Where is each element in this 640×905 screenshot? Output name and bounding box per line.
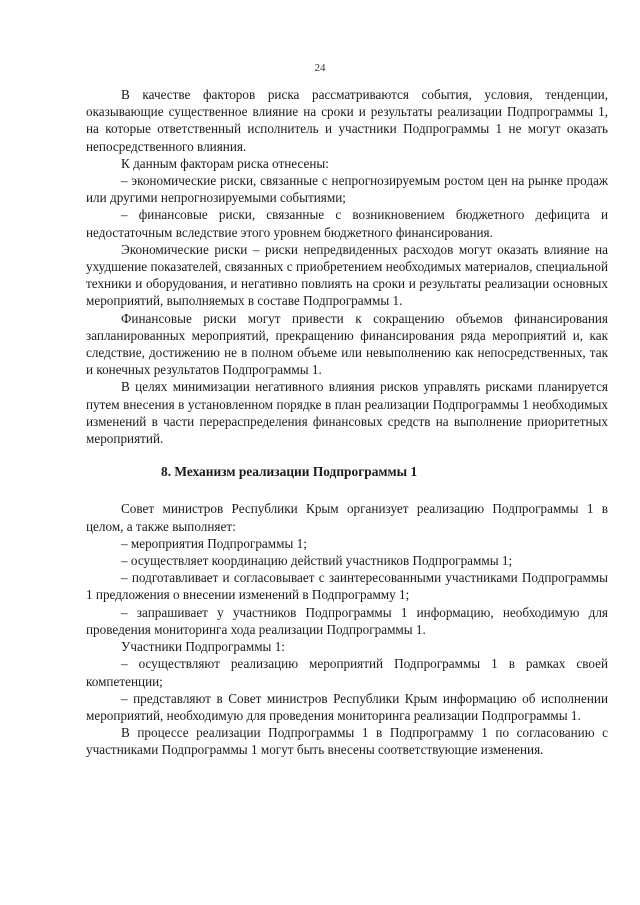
list-item: – финансовые риски, связанные с возникновением бюджетного дефицита и недостаточным вследствие этого уровнем бюджетного финансирования.: [86, 207, 608, 240]
list-item: – мероприятия Подпрограммы 1;: [121, 535, 307, 551]
risk-factors-section: [86, 86, 608, 447]
paragraph: К данным факторам риска отнесены:: [121, 155, 329, 171]
section-heading: 8. Механизм реализации Подпрограммы 1: [161, 464, 418, 480]
list-item: – подготавливает и согласовывает с заинтересованными участниками Подпрограммы 1 предложения о внесении изменений в Подпрограмму 1;: [86, 570, 608, 603]
paragraph: Совет министров Республики Крым организует реализацию Подпрограммы 1 в целом, а также выполняет:: [86, 501, 608, 534]
paragraph: Участники Подпрограммы 1:: [121, 639, 285, 655]
paragraph: В качестве факторов риска рассматриваются события, условия, тенденции, оказывающие существенное влияние на сроки и результаты реализации Подпрограммы 1, на которые ответственный исполнитель и участники Подпрограммы 1 не могут оказать непосредственного влияния.: [86, 87, 608, 154]
mechanism-section: [86, 463, 608, 758]
page-number: 24: [314, 62, 326, 74]
list-item: – экономические риски, связанные с непрогнозируемым ростом цен на рынке продаж или другими непрогнозируемыми событиями;: [86, 173, 608, 206]
paragraph: В процессе реализации Подпрограммы 1 в Подпрограмму 1 по согласованию с участниками Подпрограммы 1 могут быть внесены соответствующие изменения.: [86, 725, 608, 758]
paragraph: Экономические риски – риски непредвиденных расходов могут оказать влияние на ухудшение показателей, связанных с приобретением необходимых материалов, специальной техники и оборудования, и негативно повлиять на сроки и результаты реализации основных мероприятий, выполняемых в составе Подпрограммы 1.: [86, 241, 608, 309]
list-item: – запрашивает у участников Подпрограммы 1 информацию, необходимую для проведения мониторинга хода реализации Подпрограммы 1.: [86, 604, 608, 637]
paragraph: Финансовые риски могут привести к сокращению объемов финансирования запланированных мероприятий, прекращению финансирования ряда мероприятий и, как следствие, достижению не в полном объеме или невыполнению как непосредственных, так и конечных результатов Подпрограммы 1.: [86, 310, 608, 378]
list-item: – осуществляет координацию действий участников Подпрограммы 1;: [121, 553, 513, 569]
document-body: [86, 86, 608, 759]
list-item: – представляют в Совет министров Республики Крым информацию об исполнении мероприятий, необходимую для проведения мониторинга реализации Подпрограммы 1.: [86, 690, 608, 723]
paragraph: В целях минимизации негативного влияния рисков управлять рисками планируется путем внесения в установленном порядке в план реализации Подпрограммы 1 необходимых изменений в части перераспределения финансовых средств на выполнение приоритетных мероприятий.: [86, 379, 608, 447]
list-item: – осуществляют реализацию мероприятий Подпрограммы 1 в рамках своей компетенции;: [86, 656, 608, 689]
